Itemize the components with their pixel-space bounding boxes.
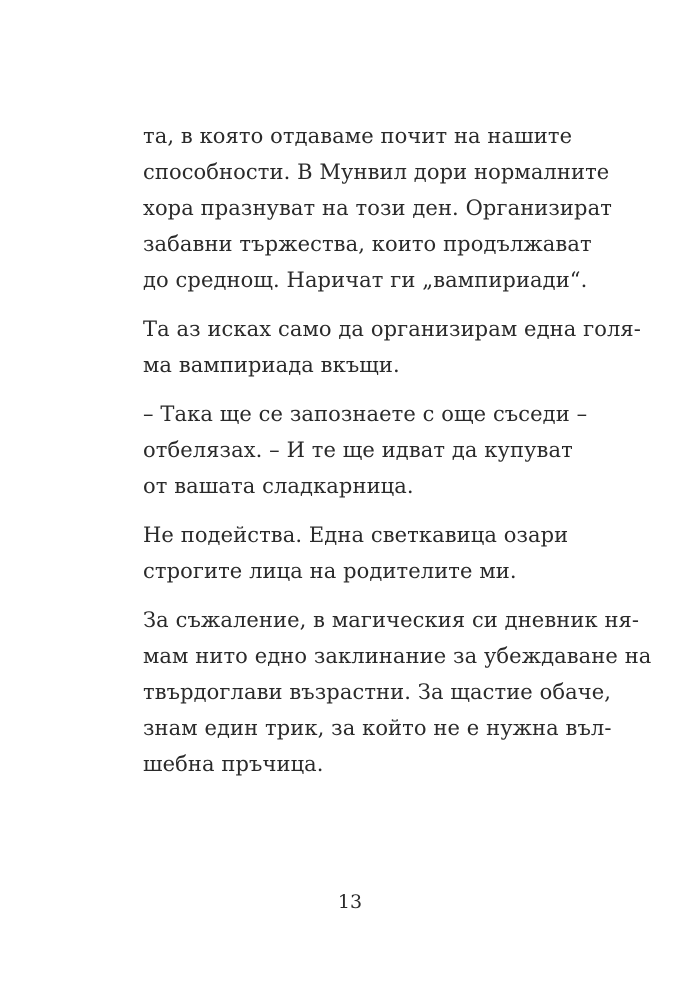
text-line: – Така ще се запознаете с още съседи – [143, 402, 588, 426]
text-line: хора празнуват на този ден. Организират [143, 196, 612, 220]
text-line: от вашата сладкарница. [143, 474, 414, 498]
paragraph-4 [143, 517, 568, 589]
text-line: строгите лица на родителите ми. [143, 559, 517, 583]
text-line: способности. В Мунвил дори нормалните [143, 160, 610, 184]
text-line: ма вампириада вкъщи. [143, 353, 400, 377]
text-line: до среднощ. Наричат ги „вампириади“. [143, 268, 588, 292]
text-line: Та аз исках само да организирам една голя- [143, 317, 641, 341]
text-line: забавни тържества, които продължават [143, 232, 592, 256]
text-line: шебна пръчица. [143, 752, 324, 776]
page-number: 13 [337, 891, 363, 913]
paragraph-1 [143, 118, 612, 298]
paragraph-3 [143, 396, 588, 504]
text-line: отбелязах. – И те ще идват да купуват [143, 438, 573, 462]
paragraph-2 [143, 311, 641, 383]
body-text [143, 118, 652, 795]
paragraph-5 [143, 602, 652, 782]
text-line: знам един трик, за който не е нужна въл- [143, 716, 612, 740]
text-line: Не подейства. Една светкавица озари [143, 523, 569, 547]
text-line: та, в която отдаваме почит на нашите [143, 124, 573, 148]
text-line: твърдоглави възрастни. За щастие обаче, [143, 680, 611, 704]
text-line: мам нито едно заклинание за убеждаване на [143, 644, 652, 668]
text-line: За съжаление, в магическия си дневник ня- [143, 608, 640, 632]
